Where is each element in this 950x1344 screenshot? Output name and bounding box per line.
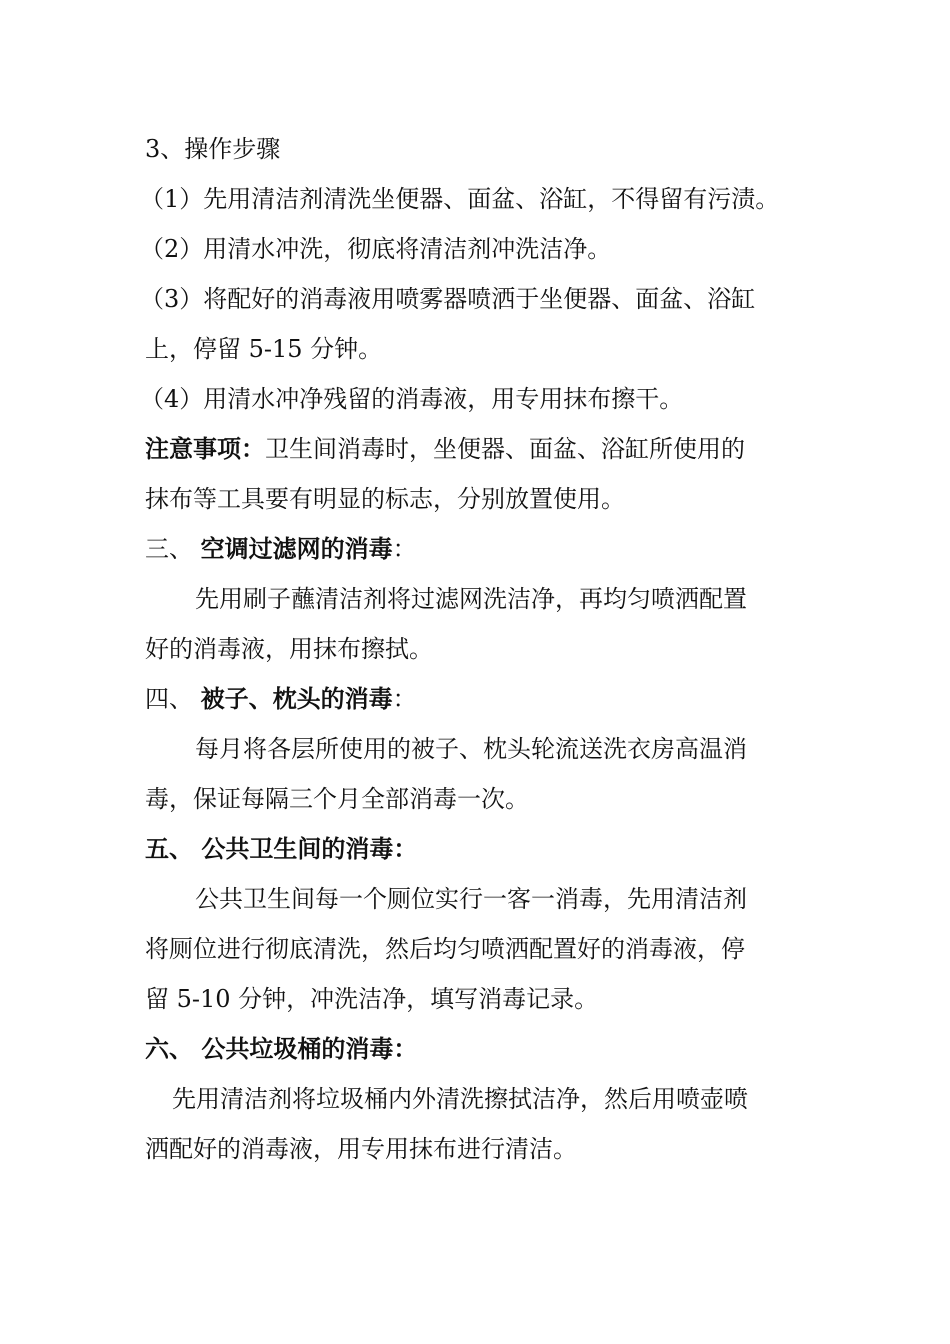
step-3-line-1: （3）将配好的消毒液用喷雾器喷洒于坐便器、面盆、浴缸: [140, 285, 756, 313]
section-ac-title: 空调过滤网的消毒: [200, 534, 393, 563]
note-line-2: 抹布等工具要有明显的标志，分别放置使用。: [145, 485, 625, 513]
section-bedding-heading: [145, 683, 417, 715]
section-toilet-heading: 五、 公共卫生间的消毒：: [145, 834, 418, 863]
section3-heading: 3、操作步骤: [145, 135, 281, 163]
section-bedding-number: 四、: [145, 685, 193, 713]
step-3-line-2: 上，停留 5-15 分钟。: [145, 335, 383, 363]
section-toilet-line-1: 公共卫生间每一个厕位实行一客一消毒，先用清洁剂: [195, 885, 747, 913]
section-trash-heading: 六、 公共垃圾桶的消毒：: [145, 1034, 418, 1063]
note-line-1: [145, 433, 745, 465]
section-ac-line-2: 好的消毒液，用抹布擦拭。: [145, 635, 433, 663]
section-bedding-line-2: 毒，保证每隔三个月全部消毒一次。: [145, 785, 529, 813]
section-ac-number: 三、: [145, 535, 193, 563]
note-text-1: 卫生间消毒时，坐便器、面盆、浴缸所使用的: [265, 435, 745, 463]
step-2: （2）用清水冲洗，彻底将清洁剂冲洗洁净。: [140, 235, 612, 263]
section-toilet-line-3: 留 5-10 分钟，冲洗洁净，填写消毒记录。: [145, 985, 599, 1013]
section-trash-line-2: 洒配好的消毒液，用专用抹布进行清洁。: [145, 1135, 577, 1163]
section-trash-line-1: 先用清洁剂将垃圾桶内外清洗擦拭洁净，然后用喷壶喷: [172, 1085, 748, 1113]
section-bedding-title: 被子、枕头的消毒: [200, 684, 393, 713]
section-ac-line-1: 先用刷子蘸清洁剂将过滤网洗洁净，再均匀喷洒配置: [195, 585, 747, 613]
section-ac-colon: ：: [392, 535, 417, 563]
note-label: 注意事项：: [145, 434, 265, 463]
step-4: （4）用清水冲净残留的消毒液，用专用抹布擦干。: [140, 385, 684, 413]
step-1: （1）先用清洁剂清洗坐便器、面盆、浴缸，不得留有污渍。: [140, 185, 780, 213]
section-bedding-line-1: 每月将各层所使用的被子、枕头轮流送洗衣房高温消: [195, 735, 747, 763]
section-bedding-colon: ：: [392, 685, 417, 713]
section-ac-heading: [145, 533, 417, 565]
section-toilet-line-2: 将厕位进行彻底清洗，然后均匀喷洒配置好的消毒液，停: [145, 935, 745, 963]
